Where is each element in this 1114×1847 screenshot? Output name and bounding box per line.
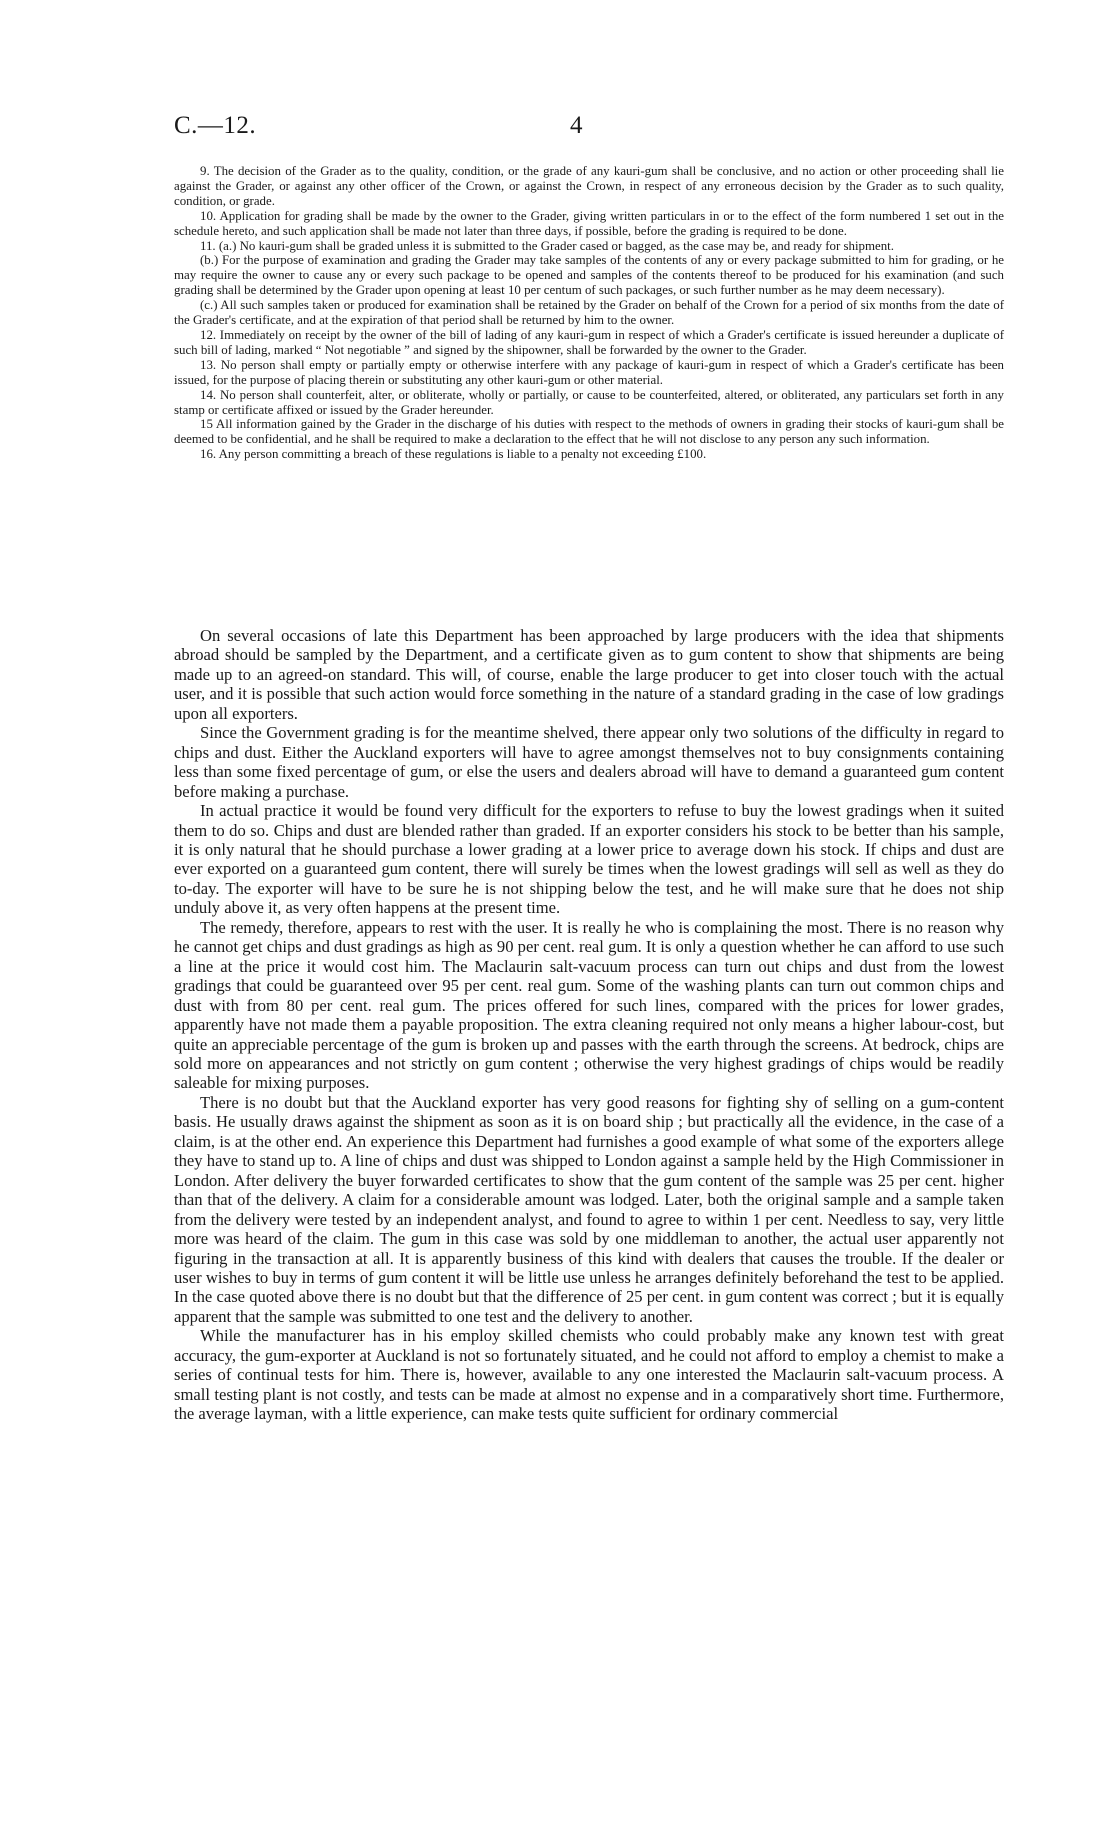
regulation-clause: 14. No person shall counterfeit, alter, or obliterate, wholly or partially, or cause to be counterfeited, altered, or obliterated, any particulars set forth in any stamp or certificate affixed or issued by the Grader hereunder. <box>174 387 1004 417</box>
body-paragraph: There is no doubt but that the Auckland exporter has very good reasons for fighting shy of selling on a gum-content basis. He usually draws against the shipment as soon as it is on board ship ; but practically all the evidence, in the case of a claim, is at the other end. An experience this Department had furnishes a good example of what some of the exporters allege they have to stand up to. A line of chips and dust was shipped to London against a sample held by the High Commissioner in London. After delivery the buyer forwarded certificates to show that the gum content of the sample was 25 per cent. higher than that of the delivery. A claim for a considerable amount was lodged. Later, both the original sample and a sample taken from the delivery were tested by an independent analyst, and found to agree to within 1 per cent. Needless to say, very little more was heard of the claim. The gum in this case was sold by one middleman to another, the actual user apparently not figuring in the transaction at all. It is apparently business of this kind with dealers that causes the trouble. If the dealer or user wishes to buy in terms of gum content it will be little use unless he arranges definitely beforehand the test to be applied. In the case quoted above there is no doubt but that the difference of 25 per cent. in gum content was correct ; but it is equally apparent that the sample was submitted to one test and the delivery to another. <box>174 1092 1004 1326</box>
body-paragraph: While the manufacturer has in his employ skilled chemists who could probably make any known test with great accuracy, the gum-exporter at Auckland is not so fortunately situated, and he could not afford to employ a chemist to make a series of continual tests for him. There is, however, available to any one interested the Maclaurin salt-vacuum process. A small testing plant is not costly, and tests can be made at almost no expense and in a comparatively short time. Furthermore, the average layman, with a little experience, can make tests quite sufficient for ordinary commercial <box>174 1326 1004 1424</box>
regulation-clause: 9. The decision of the Grader as to the quality, condition, or the grade of any kauri-gum shall be conclusive, and no action or other proceeding shall lie against the Grader, or against any other officer of the Crown, or against the Crown, in respect of any erroneous decision by the Grader as to such quality, condition, or grade. <box>174 164 1004 208</box>
regulation-subclause: (c.) All such samples taken or produced for examination shall be retained by the Grader on behalf of the Crown for a period of six months from the date of the Grader's certificate, and at the expiration of that period shall be returned by him to the owner. <box>174 298 1004 328</box>
regulation-clause: 13. No person shall empty or partially empty or otherwise interfere with any package of kauri-gum in respect of which a Grader's certificate has been issued, for the purpose of placing therein or substituting any other kauri-gum or other material. <box>174 357 1004 387</box>
page-header <box>174 112 1004 144</box>
regulation-clause: 12. Immediately on receipt by the owner of the bill of lading of any kauri-gum in respect of which a Grader's certificate is issued hereunder a duplicate of such bill of lading, marked “ Not negotiable ” and signed by the shipowner, shall be forwarded by the owner to the Grader. <box>174 327 1004 357</box>
regulation-clause: 11. (a.) No kauri-gum shall be graded unless it is submitted to the Grader cased or bagged, as the case may be, and ready for shipment. <box>200 238 894 253</box>
regulation-clause: 10. Application for grading shall be made by the owner to the Grader, giving written particulars in or to the effect of the form numbered 1 set out in the schedule hereto, and such application shall be made not later than three days, if possible, before the grading is required to be done. <box>174 208 1004 238</box>
regulations-section <box>174 164 1004 462</box>
regulation-clause: 16. Any person committing a breach of these regulations is liable to a penalty not exceeding £100. <box>200 447 707 462</box>
page-number: 4 <box>570 112 583 139</box>
body-paragraph: Since the Government grading is for the meantime shelved, there appear only two solutions of the difficulty in regard to chips and dust. Either the Auckland exporters will have to agree amongst themselves not to buy consignments containing less than some fixed percentage of gum, or else the users and dealers abroad will have to demand a guaranteed gum content before making a purchase. <box>174 723 1004 801</box>
regulation-subclause: (b.) For the purpose of examination and grading the Grader may take samples of the contents of any or every package submitted to him for grading, or he may require the owner to cause any or every such package to be opened and samples of the contents thereof to be produced for his examination (and such grading shall be determined by the Grader upon opening at least 10 per centum of such packages, or such further number as he may deem necessary). <box>174 253 1004 298</box>
body-paragraph: On several occasions of late this Department has been approached by large producers with the idea that shipments abroad should be sampled by the Department, and a certificate given as to gum content to show that shipments are being made up to an agreed-on standard. This will, of course, enable the large producer to get into closer touch with the actual user, and it is possible that such action would force something in the nature of a standard grading in the case of low gradings upon all exporters. <box>174 626 1004 723</box>
document-code: C.—12. <box>174 112 257 139</box>
regulation-clause: 15 All information gained by the Grader in the discharge of his duties with respect to the methods of owners in grading their stocks of kauri-gum shall be deemed to be confidential, and he shall be required to make a declaration to the effect that he will not disclose to any person any such information. <box>174 417 1004 447</box>
body-paragraph: In actual practice it would be found very difficult for the exporters to refuse to buy the lowest gradings when it suited them to do so. Chips and dust are blended rather than graded. If an exporter considers his stock to be better than his sample, it is only natural that he should purchase a lower grading at a lower price to average down his stock. If chips and dust are ever exported on a guaranteed gum content, there will surely be times when the lowest gradings will sell as well as they do to-day. The exporter will have to be sure he is not shipping below the test, and he will make sure that he does not ship unduly above it, as very often happens at the present time. <box>174 801 1004 918</box>
report-body <box>174 626 1004 1424</box>
body-paragraph: The remedy, therefore, appears to rest with the user. It is really he who is complaining the most. There is no reason why he cannot get chips and dust gradings as high as 90 per cent. real gum. It is only a question whether he can afford to use such a line at the price it would cost him. The Maclaurin salt-vacuum process can turn out chips and dust from the lowest gradings that could be guaranteed over 95 per cent. real gum. Some of the washing plants can turn out common chips and dust with from 80 per cent. real gum. The prices offered for such lines, compared with the prices for lower grades, apparently have not made them a payable proposition. The extra cleaning required not only means a higher labour-cost, but quite an appreciable percentage of the gum is broken up and passes with the earth through the screens. At bedrock, chips are sold more on appearances and not strictly on gum content ; otherwise the very highest gradings of chips would be readily saleable for mixing purposes. <box>174 917 1004 1093</box>
